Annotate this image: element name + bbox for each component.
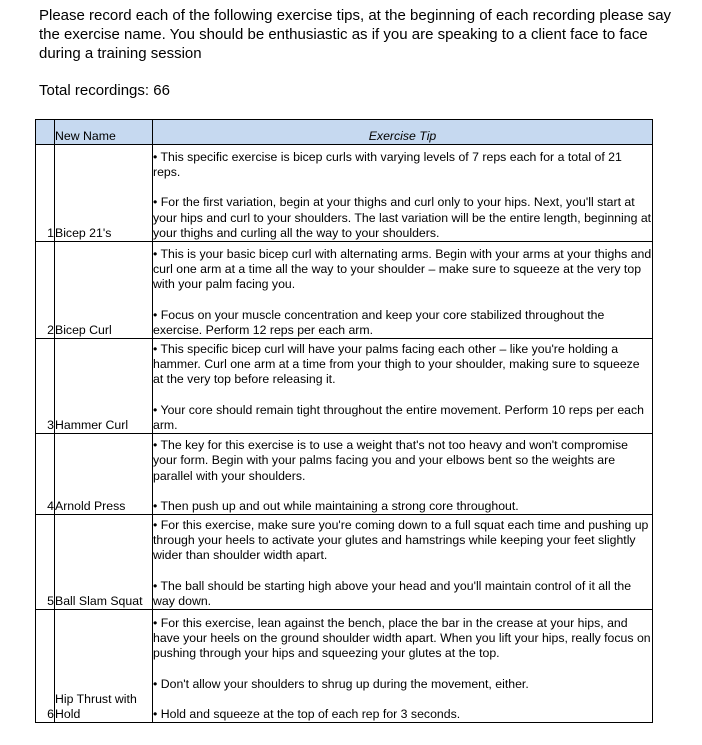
row-number: 2 <box>36 242 55 339</box>
tip-paragraph: • For this exercise, lean against the bench, place the bar in the crease at your hips, and have your heels on the ground shoulder width apart. When you lift your hips, really focus on pushing through your hips and squeezing your glutes at the top. <box>153 615 651 661</box>
table-body <box>36 145 653 723</box>
table-header-row <box>36 120 653 145</box>
tip-paragraph: • Hold and squeeze at the top of each rep for 3 seconds. <box>153 706 461 721</box>
table-row <box>36 145 653 242</box>
tip-column-header: Exercise Tip <box>153 120 653 145</box>
tip-paragraph: • Focus on your muscle concentration and keep your core stabilized throughout the exercise. Perform 12 reps per each arm. <box>153 307 605 337</box>
row-number: 1 <box>36 145 55 242</box>
table-row <box>36 610 653 723</box>
tip-paragraph: • Don't allow your shoulders to shrug up during the movement, either. <box>153 676 529 691</box>
row-number: 6 <box>36 610 55 723</box>
exercise-name: Hip Thrust with Hold <box>55 610 153 723</box>
exercise-tips-table <box>35 119 653 723</box>
exercise-tip <box>153 610 653 723</box>
table-row <box>36 434 653 515</box>
exercise-name: Ball Slam Squat <box>55 515 153 610</box>
row-number: 3 <box>36 339 55 434</box>
instructions-text: Please record each of the following exercise tips, at the beginning of each recording please say the exercise name. You should be enthusiastic as if you are speaking to a client face to face during a training session <box>39 7 672 62</box>
exercise-name: Bicep Curl <box>55 242 153 339</box>
total-recordings: Total recordings: 66 <box>39 82 170 99</box>
tip-paragraph: • This is your basic bicep curl with alternating arms. Begin with your arms at your thighs and curl one arm at a time all the way to your shoulder – make sure to squeeze at the very top with your palm facing you. <box>153 246 652 292</box>
tip-paragraph: • This specific bicep curl will have your palms facing each other – like you're holding a hammer. Curl one arm at a time from your thigh to your shoulder, making sure to squeeze at the very top before releasing it. <box>153 341 640 387</box>
tip-paragraph: • The key for this exercise is to use a weight that's not too heavy and won't compromise your form. Begin with your palms facing you and your elbows bent so the weights are parallel with your shoulders. <box>153 438 628 483</box>
exercise-tip <box>153 145 653 242</box>
exercise-tip <box>153 339 653 434</box>
tip-paragraph: • The ball should be starting high above your head and you'll maintain control of it all the way down. <box>153 578 632 608</box>
name-column-header: New Name <box>55 120 153 145</box>
number-column-header <box>36 120 55 145</box>
tip-paragraph: • Your core should remain tight throughout the entire movement. Perform 10 reps per each arm. <box>153 402 644 432</box>
row-number: 5 <box>36 515 55 610</box>
table-row <box>36 339 653 434</box>
tip-paragraph: • For this exercise, make sure you're coming down to a full squat each time and pushing up through your heels to activate your glutes and hamstrings while keeping your feet slightly wider than shoulder width apart. <box>153 517 649 563</box>
exercise-tip <box>153 242 653 339</box>
tip-paragraph: • This specific exercise is bicep curls with varying levels of 7 reps each for a total of 21 reps. <box>153 149 622 180</box>
row-number: 4 <box>36 434 55 515</box>
exercise-name: Arnold Press <box>55 434 153 515</box>
table-row <box>36 515 653 610</box>
exercise-tip <box>153 515 653 610</box>
exercise-name: Hammer Curl <box>55 339 153 434</box>
exercise-tip <box>153 434 653 515</box>
table-row <box>36 242 653 339</box>
exercise-name: Bicep 21's <box>55 145 153 242</box>
tip-paragraph: • Then push up and out while maintaining a strong core throughout. <box>153 498 519 513</box>
tip-paragraph: • For the first variation, begin at your thighs and curl only to your hips. Next, you'll start at your hips and curl to your shoulders. The last variation will be the entire length, beginning at your thighs and curling all the way to your shoulders. <box>153 195 652 240</box>
